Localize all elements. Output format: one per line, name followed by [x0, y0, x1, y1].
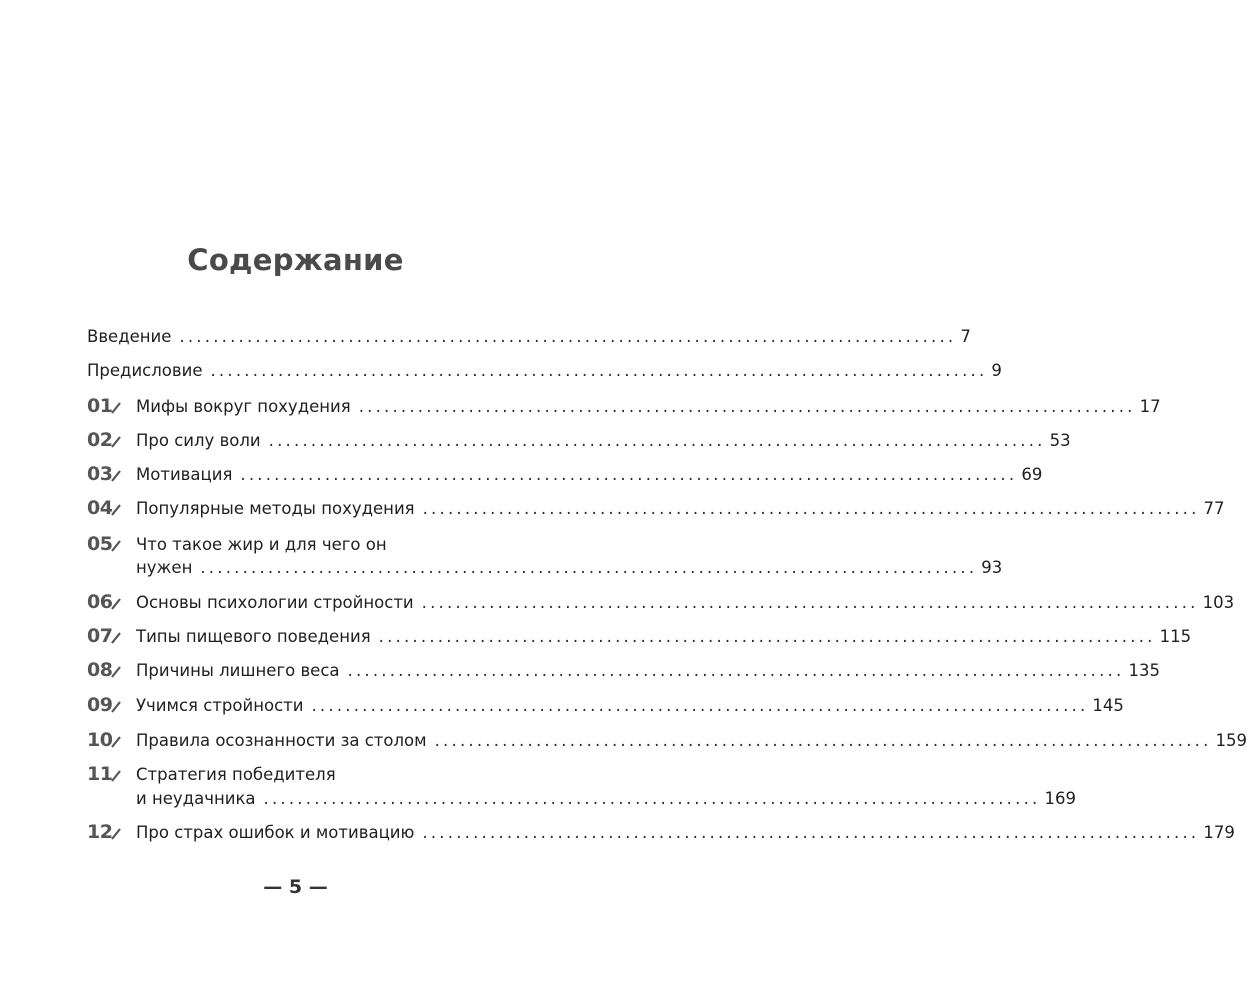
- chapter-number: 09: [87, 694, 122, 716]
- toc-entry-page: 7: [960, 327, 971, 346]
- slash-mark-icon: [110, 662, 122, 676]
- toc-entry: [136, 397, 1161, 417]
- toc-leader-dots: ............................................................................................: [268, 431, 1046, 450]
- toc-leader-dots: ............................................................................................: [200, 558, 978, 577]
- toc-entry-title: Основы психологии стройности: [136, 593, 414, 612]
- toc-entry-page: 9: [991, 361, 1002, 380]
- toc-entry-title-line: Что такое жир и для чего он: [136, 535, 387, 554]
- toc-leader-dots: ............................................................................................: [378, 627, 1156, 646]
- chapter-number: 03: [87, 463, 122, 485]
- slash-mark-icon: [110, 594, 122, 608]
- toc-entry-title: Про страх ошибок и мотивацию: [136, 823, 415, 842]
- slash-mark-icon: [110, 398, 122, 412]
- slash-mark-icon: [110, 466, 122, 480]
- chapter-number: 10: [87, 729, 122, 751]
- toc-entry-page: 93: [981, 558, 1003, 577]
- toc-entry-title: Про силу воли: [136, 431, 261, 450]
- toc-entry-page: 169: [1044, 789, 1076, 808]
- toc-entry-title: Причины лишнего веса: [136, 661, 340, 680]
- toc-entry-page: 135: [1128, 661, 1160, 680]
- toc-entry: [136, 661, 1160, 681]
- page-number-footer: — 5 —: [263, 876, 328, 898]
- slash-mark-icon: [110, 500, 122, 514]
- slash-mark-icon: [110, 766, 122, 780]
- slash-mark-icon: [110, 697, 122, 711]
- slash-mark-icon: [110, 432, 122, 446]
- page-title: Содержание: [187, 243, 404, 277]
- chapter-number: 11: [87, 763, 122, 785]
- toc-leader-dots: ............................................................................................: [347, 661, 1125, 680]
- slash-mark-icon: [110, 628, 122, 642]
- toc-entry: [87, 361, 1002, 381]
- toc-entry-page: 17: [1139, 397, 1161, 416]
- chapter-number: 07: [87, 625, 122, 647]
- toc-entry-title: Мотивация: [136, 465, 233, 484]
- toc-entry-page: 69: [1021, 465, 1043, 484]
- toc-entry-page: 179: [1203, 823, 1235, 842]
- toc-entry-title: Правила осознанности за столом: [136, 731, 427, 750]
- toc-leader-dots: ............................................................................................: [358, 397, 1136, 416]
- toc-leader-dots: ............................................................................................: [263, 789, 1041, 808]
- toc-entry-page: 145: [1092, 696, 1124, 715]
- toc-entry-title-line: Стратегия победителя: [136, 765, 336, 784]
- toc-entry-title: Мифы вокруг похудения: [136, 397, 351, 416]
- toc-entry-page: 115: [1159, 627, 1192, 646]
- slash-mark-icon: [110, 732, 122, 746]
- chapter-number: 06: [87, 591, 122, 613]
- toc-entry-title: Популярные методы похудения: [136, 499, 415, 518]
- chapter-number: 02: [87, 429, 122, 451]
- toc-leader-dots: ............................................................................................: [421, 593, 1199, 612]
- toc-leader-dots: ............................................................................................: [422, 823, 1200, 842]
- toc-entry: [136, 558, 1003, 578]
- toc-entry-page: 159: [1215, 731, 1247, 750]
- toc-entry-title: Типы пищевого поведения: [136, 627, 371, 646]
- toc-entry: [136, 789, 1076, 809]
- chapter-number: 05: [87, 533, 122, 555]
- toc-leader-dots: ............................................................................................: [240, 465, 1018, 484]
- toc-entry-title: нужен: [136, 558, 193, 577]
- chapter-number: 08: [87, 659, 122, 681]
- toc-entry: [87, 327, 971, 347]
- chapter-number: 04: [87, 497, 122, 519]
- toc-entry-title: Введение: [87, 327, 172, 346]
- toc-entry-page: 103: [1202, 593, 1235, 612]
- toc-entry: [136, 627, 1192, 647]
- toc-entry: [136, 465, 1043, 485]
- toc-entry: [136, 499, 1225, 519]
- chapter-number: 12: [87, 821, 122, 843]
- toc-entry: [136, 823, 1235, 843]
- toc-entry: [136, 593, 1235, 613]
- toc-entry: [136, 731, 1247, 751]
- toc-entry: [136, 431, 1071, 451]
- toc-entry-title: Учимся стройности: [136, 696, 304, 715]
- chapter-number: 01: [87, 395, 122, 417]
- toc-leader-dots: ............................................................................................: [422, 499, 1200, 518]
- slash-mark-icon: [110, 536, 122, 550]
- toc-leader-dots: ............................................................................................: [434, 731, 1212, 750]
- toc-entry: [136, 696, 1124, 716]
- toc-leader-dots: ............................................................................................: [179, 327, 957, 346]
- toc-entry-title: и неудачника: [136, 789, 256, 808]
- slash-mark-icon: [110, 824, 122, 838]
- toc-entry-page: 53: [1049, 431, 1071, 450]
- toc-leader-dots: ............................................................................................: [311, 696, 1089, 715]
- toc-entry-page: 77: [1203, 499, 1225, 518]
- toc-leader-dots: ............................................................................................: [210, 361, 988, 380]
- toc-entry-title: Предисловие: [87, 361, 203, 380]
